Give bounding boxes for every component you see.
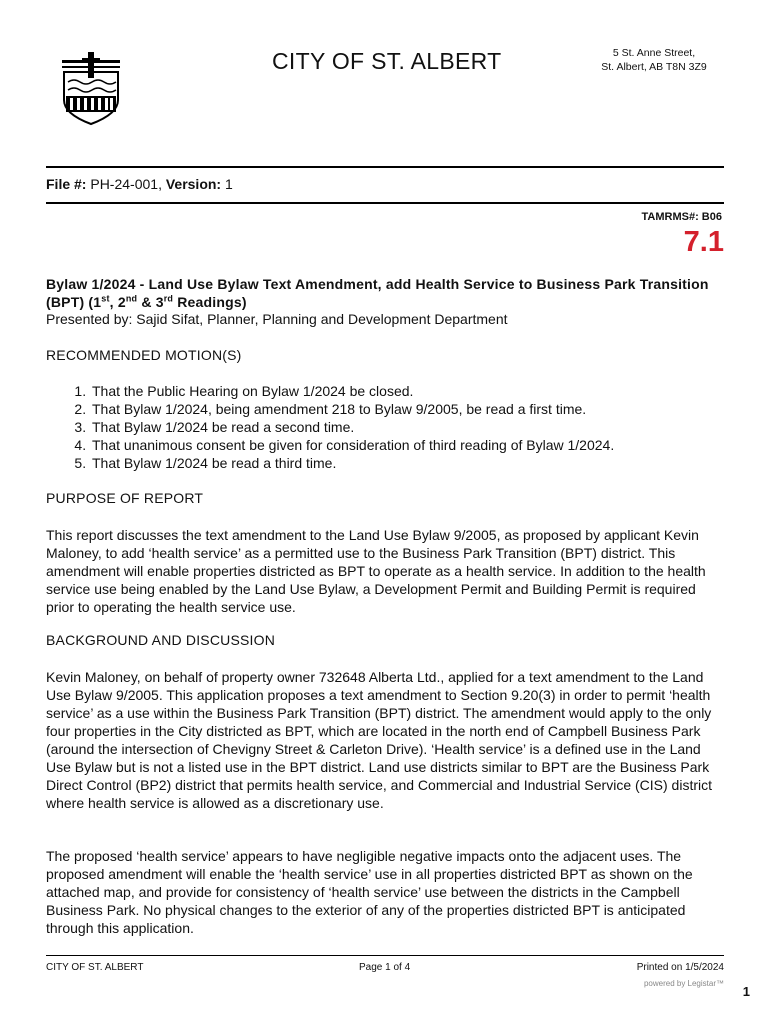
title-sup-1: st	[101, 293, 110, 304]
footer-rule	[46, 955, 724, 956]
agenda-item-number: 7.1	[683, 226, 724, 258]
title-sup-3: rd	[163, 293, 174, 304]
title-part-1: Bylaw 1/2024 - Land Use Bylaw Text Amendment, add Health Service to Business Park Transition (BPT) (1	[46, 276, 709, 310]
file-rule	[46, 202, 724, 204]
purpose-heading: PURPOSE OF REPORT	[46, 490, 204, 506]
background-paragraph-1: Kevin Maloney, on behalf of property owner 732648 Alberta Ltd., applied for a text amendment to the Land Use Bylaw 9/2005. This application proposes a text amendment to Section 9.20(3) in order to permit ‘health service’ as a use within the Business Park Transition (BPT) district. The amendment would apply to the only four properties in the City districted as BPT, which are located in the north end of Campbell Business Park (around the intersection of Chevigny Street & Carleton Drive). ‘Health service’ is a defined use in the Land Use Bylaw but is not a listed use in the BPT district. Land use districts similar to BPT are the Business Park Direct Control (BP2) district that permits health service, and Commercial and Industrial Service (CIS) district where health service is allowed as a discretionary use.	[46, 669, 712, 811]
motions-list	[46, 382, 750, 472]
motion-item: 3. That Bylaw 1/2024 be read a second time.	[90, 418, 750, 436]
motion-item: 4. That unanimous consent be given for consideration of third reading of Bylaw 1/2024.	[90, 436, 750, 454]
address-line-1: 5 St. Anne Street,	[612, 47, 696, 59]
city-crest-logo	[62, 52, 120, 128]
version-value: 1	[224, 176, 233, 192]
footer-printed-date: Printed on 1/5/2024	[636, 962, 724, 973]
bylaw-title	[46, 275, 726, 311]
motion-item: 1. That the Public Hearing on Bylaw 1/2024 be closed.	[90, 382, 750, 400]
version-label: Version:	[165, 176, 222, 192]
purpose-text: This report discusses the text amendment to the Land Use Bylaw 9/2005, as proposed by applicant Kevin Maloney, to add ‘health service’ as a permitted use to the Business Park Transition (BPT) district. This amendment will enable properties districted as BPT to operate as a health service. In addition to the health service use being enabled by the Land Use Bylaw, a Development Permit and Building Permit is required prior to operating the health service use.	[46, 527, 706, 615]
city-title: CITY OF ST. ALBERT	[272, 48, 502, 74]
footer-page-number: Page 1 of 4	[359, 962, 411, 973]
file-label: File #:	[46, 176, 87, 192]
title-part-3: & 3	[137, 294, 164, 310]
title-part-4: Readings)	[173, 294, 247, 310]
page-marker: 1	[742, 984, 750, 999]
footer-city: CITY OF ST. ALBERT	[46, 962, 144, 973]
recommended-motions-heading: RECOMMENDED MOTION(S)	[46, 347, 242, 363]
motion-item: 2. That Bylaw 1/2024, being amendment 218 to Bylaw 9/2005, be read a first time.	[90, 400, 750, 418]
motion-item: 5. That Bylaw 1/2024 be read a third time.	[90, 454, 750, 472]
title-sup-2: nd	[125, 293, 138, 304]
title-part-2: , 2	[109, 294, 126, 310]
background-paragraph-2: The proposed ‘health service’ appears to have negligible negative impacts onto the adjacent uses. The proposed amendment will enable the ‘health service’ use in all properties districted BPT as shown on the attached map, and provide for consistency of ‘health service’ use between the districts in the Campbell Business Park. No physical changes to the exterior of any of the properties districted BPT is anticipated through this application.	[46, 848, 693, 936]
tamrms-code: TAMRMS#: B06	[641, 211, 722, 223]
header-rule	[46, 166, 724, 168]
city-address	[584, 46, 724, 74]
powered-by-legistar: powered by Legistar™	[643, 979, 724, 988]
file-version-line	[46, 176, 233, 192]
file-value: PH-24-001,	[90, 176, 162, 192]
address-line-2: St. Albert, AB T8N 3Z9	[601, 61, 707, 73]
presented-by: Presented by: Sajid Sifat, Planner, Planning and Development Department	[46, 311, 508, 327]
background-heading: BACKGROUND AND DISCUSSION	[46, 632, 276, 648]
